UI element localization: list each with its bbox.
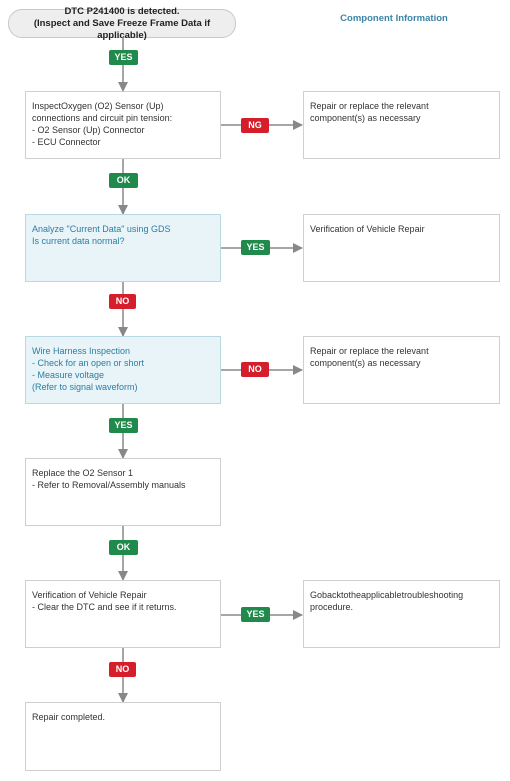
step-line: Wire Harness Inspection — [32, 346, 131, 356]
step-line: Replace the O2 Sensor 1 — [32, 468, 134, 478]
badge-step1-ok: OK — [109, 173, 138, 188]
badge-step3-yes: YES — [109, 418, 138, 433]
side-repair-or-replace-1 — [303, 91, 500, 159]
step-line: (Refer to signal waveform) — [32, 382, 138, 392]
side-repair-or-replace-2 — [303, 336, 500, 404]
step-line: - Clear the DTC and see if it returns. — [32, 602, 177, 612]
step-line: InspectOxygen (O2) Sensor (Up) — [32, 101, 164, 111]
side-go-back-to-troubleshooting — [303, 580, 500, 648]
badge-start-yes: YES — [109, 50, 138, 65]
step-line: Is current data normal? — [32, 236, 125, 246]
step-repair-completed — [25, 702, 221, 771]
side-line: component(s) as necessary — [310, 113, 421, 123]
badge-step5-yes: YES — [241, 607, 270, 622]
step-line: Repair completed. — [32, 712, 106, 722]
badge-step1-ng: NG — [241, 118, 269, 133]
step-analyze-current-data — [25, 214, 221, 282]
step-replace-o2-sensor — [25, 458, 221, 526]
step-line: - ECU Connector — [32, 137, 101, 147]
badge-step4-ok: OK — [109, 540, 138, 555]
step-line: - Check for an open or short — [32, 358, 145, 368]
side-line: Verification of Vehicle Repair — [310, 224, 425, 234]
step-line: - O2 Sensor (Up) Connector — [32, 125, 145, 135]
start-line-1: DTC P241400 is detected. — [64, 5, 180, 17]
side-line: component(s) as necessary — [310, 358, 421, 368]
step-line: Verification of Vehicle Repair — [32, 590, 147, 600]
side-line: Repair or replace the relevant — [310, 101, 429, 111]
badge-step2-yes: YES — [241, 240, 270, 255]
start-line-2: (Inspect and Save Freeze Frame Data if applicable) — [33, 17, 211, 41]
step-line: Analyze "Current Data" using GDS — [32, 224, 171, 234]
side-line: Gobacktotheapplicabletroubleshooting — [310, 590, 464, 600]
badge-step5-no: NO — [109, 662, 136, 677]
step-line: connections and circuit pin tension: — [32, 113, 173, 123]
step-verification-of-vehicle-repair — [25, 580, 221, 648]
side-line: Repair or replace the relevant — [310, 346, 429, 356]
side-line: procedure. — [310, 602, 354, 612]
side-verification-of-vehicle-repair — [303, 214, 500, 282]
badge-step3-no: NO — [241, 362, 269, 377]
step-wire-harness-inspection — [25, 336, 221, 404]
step-line: - Refer to Removal/Assembly manuals — [32, 480, 186, 490]
step-inspect-o2-sensor — [25, 91, 221, 159]
step-line: - Measure voltage — [32, 370, 105, 380]
badge-step2-no: NO — [109, 294, 136, 309]
component-information-title: Component Information — [340, 13, 448, 24]
